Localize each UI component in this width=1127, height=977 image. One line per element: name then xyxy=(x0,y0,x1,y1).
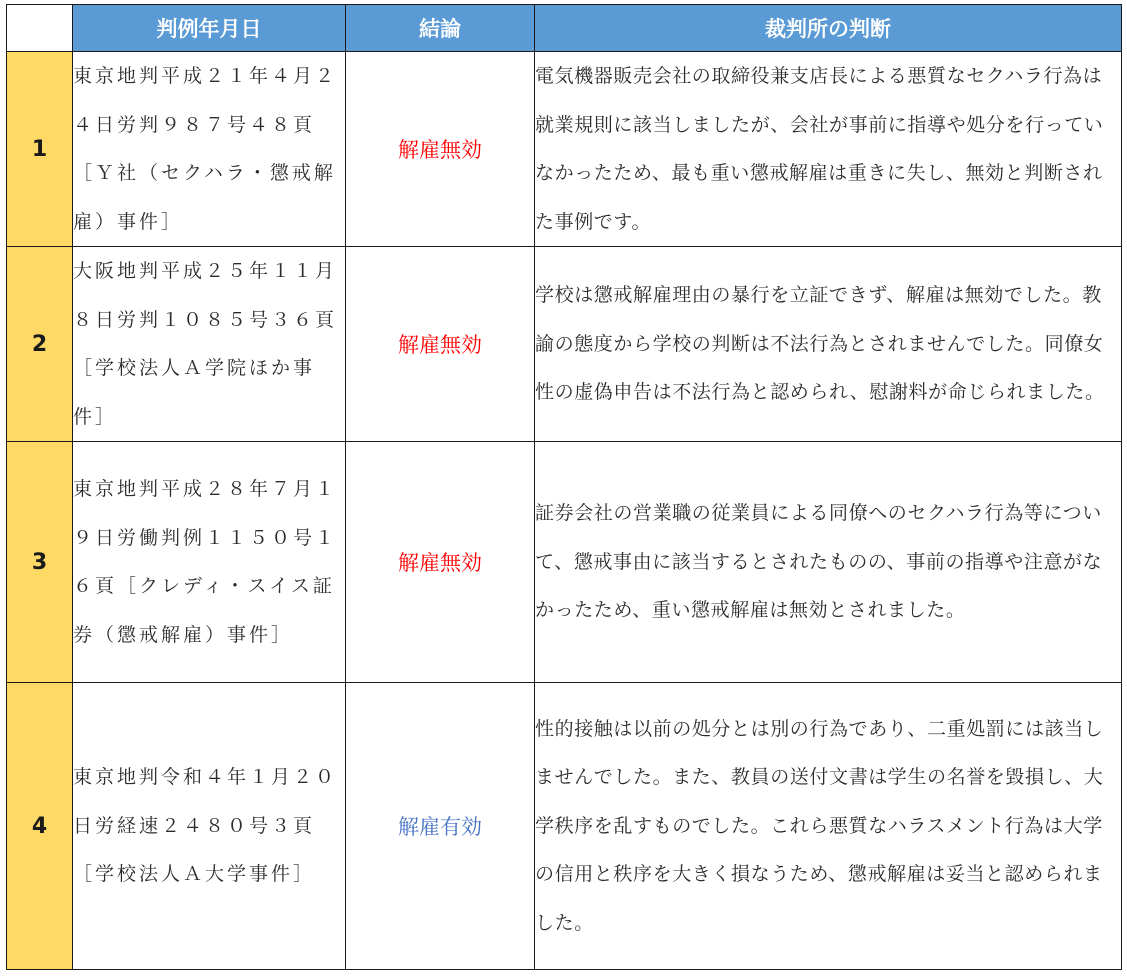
table-row xyxy=(7,683,1122,970)
case-citation: 大阪地判平成２５年１１月８日労判１０８５号３６頁［学校法人Ａ学院ほか事件］ xyxy=(73,247,346,442)
row-number: 3 xyxy=(7,442,73,683)
row-number: 2 xyxy=(7,247,73,442)
header-judgment: 裁判所の判断 xyxy=(535,5,1122,52)
case-citation: 東京地判令和４年１月２０日労経速２４８０号３頁［学校法人Ａ大学事件］ xyxy=(73,683,346,970)
court-judgment: 証券会社の営業職の従業員による同僚へのセクハラ行為等について、懲戒事由に該当するとされたものの、事前の指導や注意がなかったため、重い懲戒解雇は無効とされました。 xyxy=(535,442,1122,683)
table-row xyxy=(7,247,1122,442)
result-badge: 解雇有効 xyxy=(346,683,535,970)
header-case-date: 判例年月日 xyxy=(73,5,346,52)
header-result: 結論 xyxy=(346,5,535,52)
court-judgment: 学校は懲戒解雇理由の暴行を立証できず、解雇は無効でした。教諭の態度から学校の判断は不法行為とされませんでした。同僚女性の虚偽申告は不法行為と認められ、慰謝料が命じられました。 xyxy=(535,247,1122,442)
case-citation: 東京地判平成２８年７月１９日労働判例１１５０号１６頁［クレディ・スイス証券（懲戒解雇）事件］ xyxy=(73,442,346,683)
result-badge: 解雇無効 xyxy=(346,442,535,683)
case-law-table xyxy=(6,4,1122,970)
table-row xyxy=(7,52,1122,247)
row-number: 1 xyxy=(7,52,73,247)
result-badge: 解雇無効 xyxy=(346,247,535,442)
header-corner xyxy=(7,5,73,52)
row-number: 4 xyxy=(7,683,73,970)
result-badge: 解雇無効 xyxy=(346,52,535,247)
table-row xyxy=(7,442,1122,683)
court-judgment: 性的接触は以前の処分とは別の行為であり、二重処罰には該当しませんでした。また、教員の送付文書は学生の名誉を毀損し、大学秩序を乱すものでした。これら悪質なハラスメント行為は大学の信用と秩序を大きく損なうため、懲戒解雇は妥当と認められました。 xyxy=(535,683,1122,970)
court-judgment: 電気機器販売会社の取締役兼支店長による悪質なセクハラ行為は就業規則に該当しましたが、会社が事前に指導や処分を行っていなかったため、最も重い懲戒解雇は重きに失し、無効と判断された事例です。 xyxy=(535,52,1122,247)
header-row xyxy=(7,5,1122,52)
case-citation: 東京地判平成２１年４月２４日労判９８７号４８頁［Ｙ社（セクハラ・懲戒解雇）事件］ xyxy=(73,52,346,247)
